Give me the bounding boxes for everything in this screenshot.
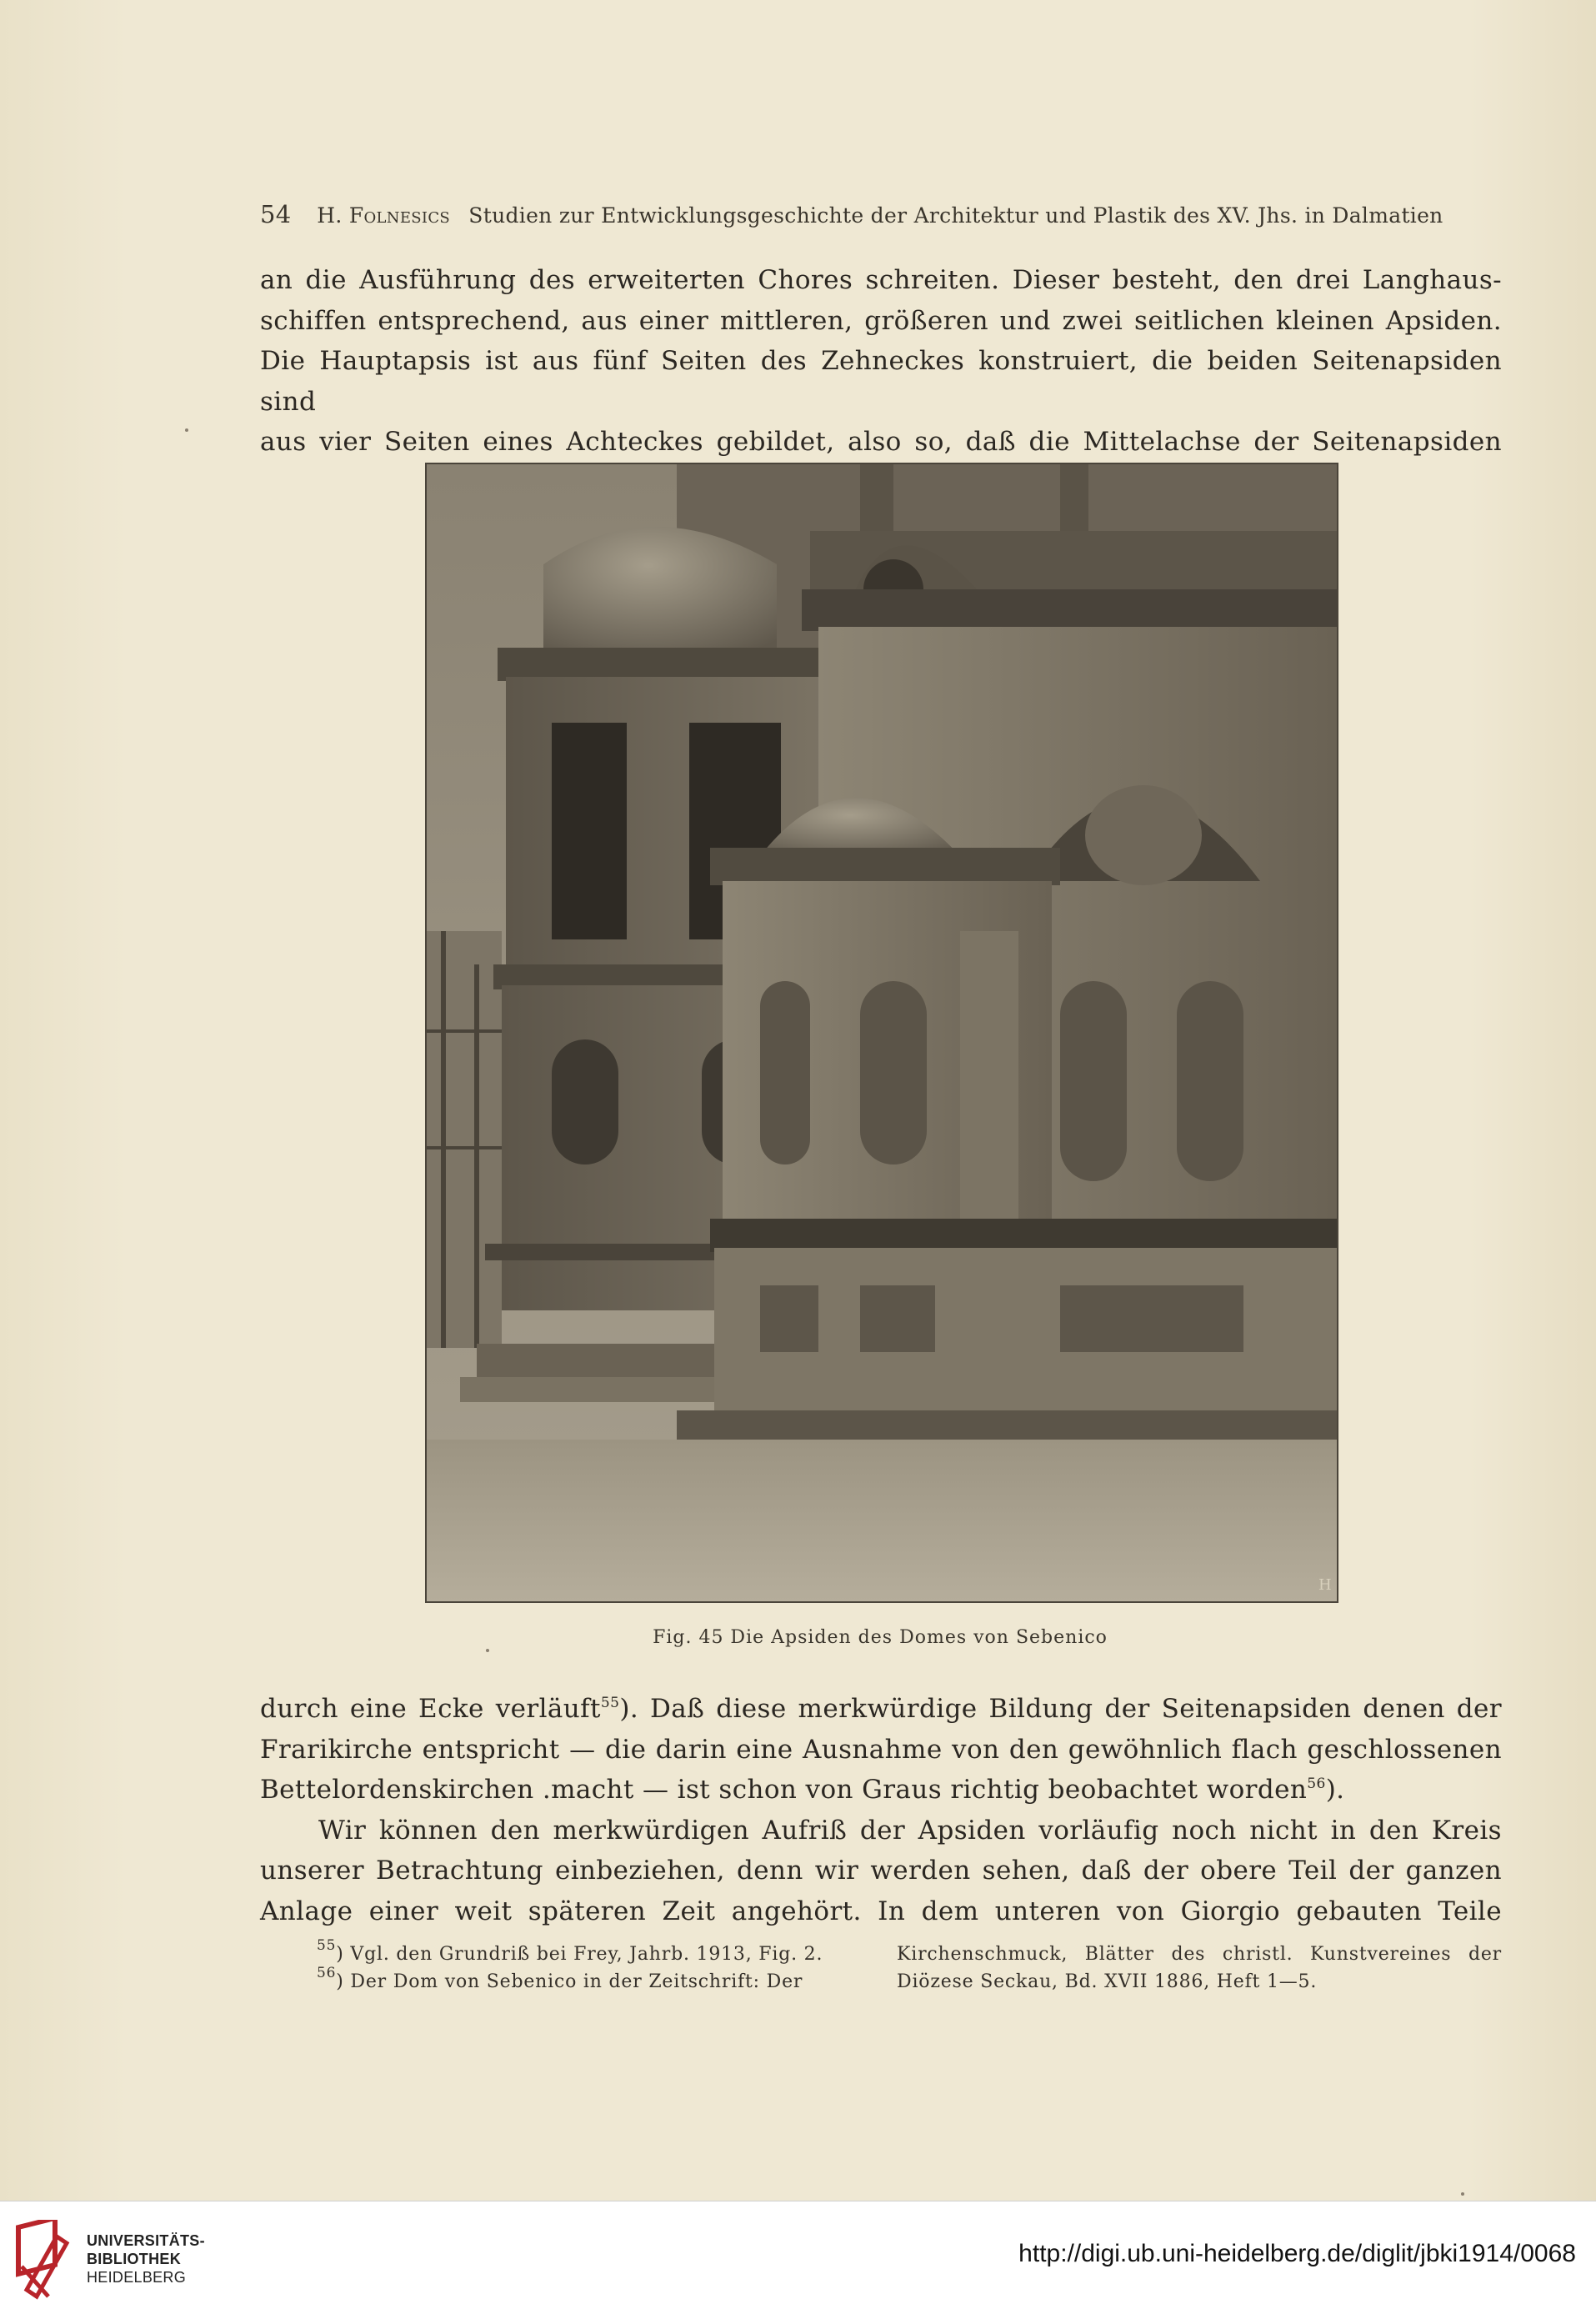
text-line: Frarikirche entspricht — die darin eine Ausnahme von den gewöhnlich flach geschlossenen [260,1734,1502,1765]
footnote-text: ) Der Dom von Sebenico in der Zeitschrift: Der [336,1971,803,1992]
text-line: Die Hauptapsis ist aus fünf Seiten des Zehneckes konstruiert, die beiden Seitenapsiden sind [260,346,1502,417]
text-span: ). [1325,1775,1345,1805]
footnote-ref-56: 56 [1307,1776,1326,1792]
text-line: an die Ausführung des erweiterten Chores schreiten. Dieser besteht, den drei Langhaus- [260,265,1502,295]
footnote-number: 55 [317,1937,337,1954]
text-line [260,1689,1502,1730]
figure-photograph-apses [425,463,1338,1603]
university-library-logo-icon[interactable] [15,2220,78,2303]
text-line: Wir können den merkwürdigen Aufriß der Apsiden vorläufig noch nicht in den Kreis [318,1815,1502,1846]
footnotes-left-column [317,1937,900,1996]
text-span: ). Daß diese merkwürdige Bildung der Seitenapsiden denen der [619,1694,1503,1724]
text-line: Anlage einer weit späteren Zeit angehört. In dem unteren von Giorgio gebauten Teile [260,1896,1502,1926]
footnote-number: 56 [317,1965,337,1981]
permalink-url[interactable]: http://digi.ub.uni-heidelberg.de/diglit/jbki1914/0068 [1018,2240,1576,2267]
library-name-line: UNIVERSITÄTS- [87,2232,205,2249]
paragraph-1 [260,260,1502,463]
library-name-line: HEIDELBERG [87,2269,187,2286]
running-head-title: Studien zur Entwicklungsgeschichte der Architektur und Plastik des XV. Jhs. in Dalmatien [468,203,1443,228]
footnote-55 [317,1937,900,1968]
text-line: schiffen entsprechend, aus einer mittleren, größeren und zwei seitlichen kleinen Apsiden. [260,305,1502,336]
digital-library-footer [0,2201,1596,2319]
library-name [87,2231,205,2286]
text-line: aus vier Seiten eines Achteckes gebildet, also so, daß die Mittelachse der Seitenapsiden [260,427,1502,457]
footnote-text: ) Vgl. den Grundriß bei Frey, Jahrb. 1913, Fig. 2. [336,1944,823,1965]
library-name-line: BIBLIOTHEK [87,2251,181,2267]
page-number: 54 [260,200,292,228]
photo-signature: H [1318,1576,1332,1594]
speck [185,428,188,432]
running-head [260,200,1443,228]
paragraph-2 [260,1689,1502,1931]
footnote-continuation: Diözese Seckau, Bd. XVII 1886, Heft 1—5. [897,1971,1318,1992]
footnote-continuation: Kirchenschmuck, Blätter des christl. Kunstvereines der [897,1944,1502,1965]
footnotes-right-column [897,1941,1502,1996]
speck [1461,2192,1464,2196]
text-line [260,1770,1502,1811]
text-span: durch eine Ecke verläuft [260,1694,601,1724]
running-head-author: H. Folnesics [317,203,451,228]
text-span: Bettelordenskirchen .macht — ist schon von Graus richtig beobachtet worden [260,1775,1308,1805]
footnote-ref-55: 55 [600,1695,620,1711]
footnote-56 [317,1965,900,1996]
text-line: unserer Betrachtung einbeziehen, denn wir werden sehen, daß der obere Teil der ganzen [260,1856,1502,1886]
figure-caption: Fig. 45 Die Apsiden des Domes von Sebenico [653,1627,1108,1648]
cathedral-apses-illustration [427,464,1337,1601]
speck [486,1649,489,1652]
